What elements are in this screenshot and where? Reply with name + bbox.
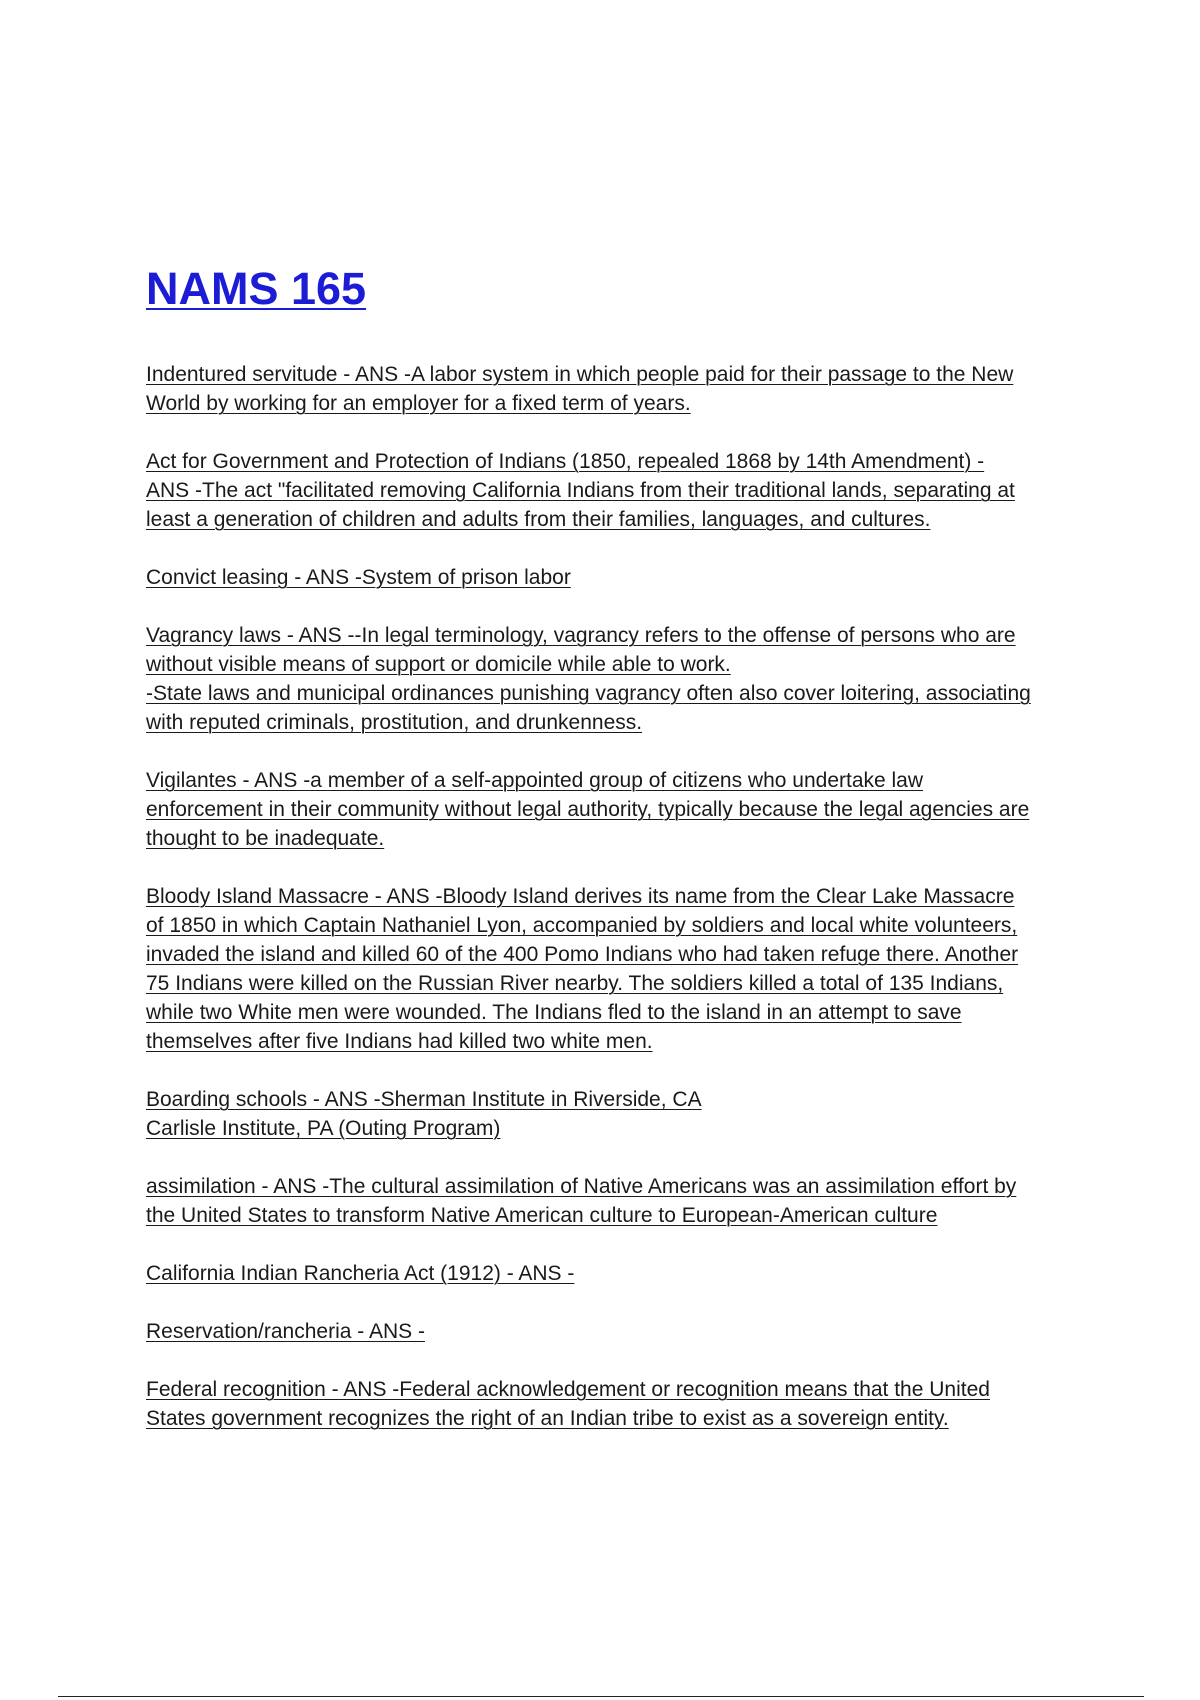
- flashcard-text-line[interactable]: thought to be inadequate.: [146, 827, 385, 850]
- flashcard-text-line[interactable]: without visible means of support or domicile while able to work.: [146, 653, 731, 676]
- flashcard-text-line[interactable]: -State laws and municipal ordinances punishing vagrancy often also cover loitering, associating: [146, 682, 1031, 705]
- flashcard-text-line[interactable]: Indentured servitude - ANS -A labor system in which people paid for their passage to the New: [146, 363, 1014, 386]
- flashcard-text-line[interactable]: ANS -The act "facilitated removing California Indians from their traditional lands, separating at: [146, 479, 1015, 502]
- flashcard-text-line[interactable]: Vigilantes - ANS -a member of a self-appointed group of citizens who undertake law: [146, 769, 924, 792]
- flashcard-text-line[interactable]: Carlisle Institute, PA (Outing Program): [146, 1117, 501, 1140]
- flashcard-text-line[interactable]: assimilation - ANS -The cultural assimilation of Native Americans was an assimilation effort by: [146, 1175, 1017, 1198]
- flashcard-entry: [146, 1375, 1086, 1433]
- flashcard-entry: [146, 766, 1086, 853]
- flashcard-text-line[interactable]: Bloody Island Massacre - ANS -Bloody Island derives its name from the Clear Lake Massacre: [146, 885, 1015, 908]
- flashcard-entry: [146, 447, 1086, 534]
- flashcard-text-line[interactable]: while two White men were wounded. The Indians fled to the island in an attempt to save: [146, 1001, 962, 1024]
- flashcard-text-line[interactable]: of 1850 in which Captain Nathaniel Lyon, accompanied by soldiers and local white volunteers,: [146, 914, 1018, 937]
- flashcard-entry: [146, 1172, 1086, 1230]
- flashcard-entry: [146, 1317, 1086, 1346]
- flashcard-text-line[interactable]: 75 Indians were killed on the Russian River nearby. The soldiers killed a total of 135 Indians,: [146, 972, 1004, 995]
- flashcard-text-line[interactable]: least a generation of children and adults from their families, languages, and cultures.: [146, 508, 931, 531]
- flashcard-text-line[interactable]: Boarding schools - ANS -Sherman Institute in Riverside, CA: [146, 1088, 702, 1111]
- flashcard-entry: [146, 1259, 1086, 1288]
- flashcard-entry: [146, 563, 1086, 592]
- flashcard-text-line[interactable]: the United States to transform Native American culture to European-American culture: [146, 1204, 938, 1227]
- flashcard-entry: [146, 882, 1086, 1056]
- flashcard-text-line[interactable]: Act for Government and Protection of Indians (1850, repealed 1868 by 14th Amendment) -: [146, 450, 985, 473]
- flashcard-text-line[interactable]: States government recognizes the right of an Indian tribe to exist as a sovereign entity.: [146, 1407, 949, 1430]
- document-title-link[interactable]: NAMS 165: [146, 263, 367, 314]
- flashcard-text-line[interactable]: with reputed criminals, prostitution, and drunkenness.: [146, 711, 643, 734]
- flashcard-entry: [146, 621, 1086, 737]
- flashcard-text-line[interactable]: Reservation/rancheria - ANS -: [146, 1320, 425, 1343]
- flashcard-list: [146, 360, 1086, 1433]
- flashcard-text-line[interactable]: Vagrancy laws - ANS --In legal terminology, vagrancy refers to the offense of persons who are: [146, 624, 1016, 647]
- flashcard-entry: [146, 360, 1086, 418]
- page-footer-divider: [58, 1696, 1144, 1697]
- flashcard-text-line[interactable]: World by working for an employer for a fixed term of years.: [146, 392, 691, 415]
- flashcard-text-line[interactable]: invaded the island and killed 60 of the 400 Pomo Indians who had taken refuge there. Another: [146, 943, 1019, 966]
- flashcard-text-line[interactable]: enforcement in their community without legal authority, typically because the legal agencies are: [146, 798, 1030, 821]
- flashcard-entry: [146, 1085, 1086, 1143]
- flashcard-text-line[interactable]: Convict leasing - ANS -System of prison labor: [146, 566, 571, 589]
- flashcard-text-line[interactable]: Federal recognition - ANS -Federal acknowledgement or recognition means that the United: [146, 1378, 990, 1401]
- document-page: [146, 262, 1086, 1462]
- flashcard-text-line[interactable]: themselves after five Indians had killed two white men.: [146, 1030, 653, 1053]
- flashcard-text-line[interactable]: California Indian Rancheria Act (1912) - ANS -: [146, 1262, 575, 1285]
